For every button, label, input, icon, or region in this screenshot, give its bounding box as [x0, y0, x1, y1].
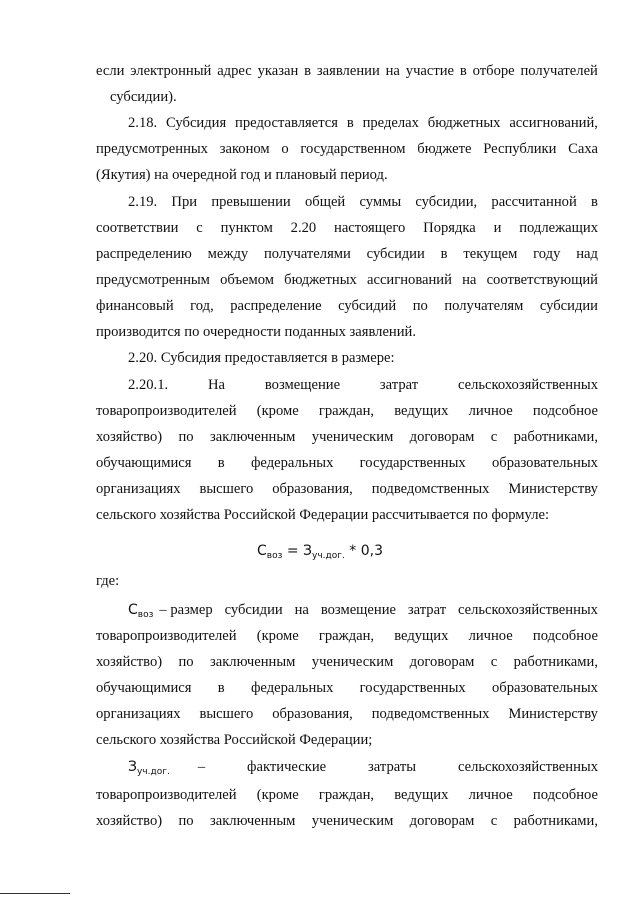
- word: затрат: [407, 602, 447, 618]
- word: государственных: [359, 455, 466, 471]
- word: пределах: [362, 115, 419, 131]
- word: по: [178, 813, 194, 829]
- word: сельскохозяйственных: [457, 602, 598, 618]
- word: по: [412, 298, 428, 314]
- word: подсобное: [532, 628, 598, 644]
- word: субсидии,: [415, 194, 478, 210]
- formula-tail: * 0,3: [344, 543, 383, 559]
- word: Министерству: [508, 706, 598, 722]
- word: 2.18.: [128, 115, 158, 131]
- text-line: [96, 705, 598, 723]
- word: законом: [219, 141, 270, 157]
- text-line: [96, 62, 598, 80]
- word: электронный: [130, 63, 212, 79]
- word: на: [385, 63, 400, 79]
- text-line: [96, 627, 598, 645]
- word: объемом: [220, 272, 274, 288]
- word: о: [281, 141, 289, 157]
- word: сельскохозяйственных: [457, 377, 598, 393]
- word: с: [490, 429, 498, 445]
- word: ведущих: [394, 628, 449, 644]
- word: затрат: [379, 377, 419, 393]
- text-line: [96, 219, 598, 237]
- word: предусмотренных: [96, 141, 208, 157]
- word: отборе: [472, 63, 515, 79]
- word: ассигнований: [366, 272, 452, 288]
- text-line: [96, 402, 598, 420]
- word: финансовый: [96, 298, 174, 314]
- word: пунктом: [220, 220, 273, 236]
- word: году: [533, 246, 561, 262]
- word: в: [440, 246, 448, 262]
- word: работниками,: [513, 654, 598, 670]
- text-line: [96, 297, 598, 315]
- word: бюджетных: [427, 115, 501, 131]
- word: указан: [257, 63, 299, 79]
- word: получателей: [520, 63, 598, 79]
- word: сельскохозяйственных: [457, 759, 598, 775]
- word: государственном: [300, 141, 406, 157]
- word: Порядка: [423, 220, 476, 236]
- word: ведущих: [394, 787, 449, 803]
- paragraph-2-18-line: [128, 114, 598, 132]
- word: заключенным: [209, 654, 296, 670]
- word: личное: [468, 787, 513, 803]
- word: договорам: [409, 654, 475, 670]
- paragraph-2-20-1-line: [128, 376, 598, 394]
- formula-lhs-subscript: воз: [266, 551, 283, 561]
- word: в: [346, 115, 354, 131]
- word: работниками,: [513, 813, 598, 829]
- word: Министерству: [508, 481, 598, 497]
- word: подсобное: [532, 787, 598, 803]
- word: затраты: [368, 759, 417, 775]
- definition-z-line: [128, 758, 598, 781]
- word: фактические: [247, 759, 327, 775]
- text-line: [96, 271, 598, 289]
- word: высшего: [199, 481, 254, 497]
- word: в: [304, 63, 312, 79]
- word: договорам: [409, 429, 475, 445]
- word: возмещение: [320, 602, 396, 618]
- word: товаропроизводителей: [96, 628, 237, 644]
- word: граждан,: [318, 787, 375, 803]
- word: 2.20.1.: [128, 377, 169, 393]
- word: образования,: [272, 481, 353, 497]
- word: государственных: [359, 680, 466, 696]
- text-line: [96, 812, 598, 830]
- word: образования,: [272, 706, 353, 722]
- word: При: [171, 194, 198, 210]
- word: соответствующий: [486, 272, 598, 288]
- word: личное: [468, 403, 513, 419]
- word: с: [490, 654, 498, 670]
- definition-symbol: $С_{воз}$: [128, 602, 154, 620]
- word: и: [493, 220, 502, 236]
- word: Саха: [568, 141, 598, 157]
- word: по: [178, 429, 194, 445]
- word: ученическим: [311, 429, 394, 445]
- word: – размер: [159, 602, 213, 618]
- paragraph-2-20-line: 2.20. Субсидия предоставляется в размере:: [128, 350, 395, 366]
- formula-equals: = З: [282, 543, 312, 559]
- word: получателями: [264, 246, 351, 262]
- word: организациях: [96, 481, 181, 497]
- word: заявлении: [316, 63, 380, 79]
- word: товаропроизводителей: [96, 403, 237, 419]
- text-line: [96, 428, 598, 446]
- word: подсобное: [532, 403, 598, 419]
- word: в: [217, 455, 225, 471]
- word: предоставляется: [235, 115, 338, 131]
- paragraph-2-19-line: [128, 193, 598, 211]
- word: ученическим: [311, 654, 394, 670]
- text-line: [96, 140, 598, 158]
- word: рассчитанной: [491, 194, 577, 210]
- word: (кроме: [256, 628, 299, 644]
- word: подлежащих: [519, 220, 598, 236]
- word: бюджетных: [284, 272, 357, 288]
- word: образовательных: [491, 455, 598, 471]
- text-line: [96, 653, 598, 671]
- formula-rhs-subscript: уч.дог.: [312, 551, 345, 561]
- word: текущем: [463, 246, 518, 262]
- word: образовательных: [491, 680, 598, 696]
- word: с: [196, 220, 203, 236]
- text-line: [96, 245, 598, 263]
- word: ведущих: [394, 403, 449, 419]
- word: хозяйство): [96, 654, 163, 670]
- word: договорам: [409, 813, 475, 829]
- word: субсидии: [366, 246, 425, 262]
- word: над: [576, 246, 598, 262]
- definition-text: [159, 601, 598, 619]
- word: организациях: [96, 706, 181, 722]
- text-line: [96, 454, 598, 472]
- text-line: сельского хозяйства Российской Федерации рассчитывается по формуле:: [96, 507, 550, 523]
- word: суммы: [359, 194, 402, 210]
- word: (кроме: [256, 403, 299, 419]
- word: общей: [304, 194, 346, 210]
- word: на: [462, 272, 477, 288]
- word: адрес: [217, 63, 252, 79]
- word: работниками,: [513, 429, 598, 445]
- word: личное: [468, 628, 513, 644]
- word: –: [197, 759, 206, 775]
- word: Субсидия: [166, 115, 227, 131]
- text-line: сельского хозяйства Российской Федерации;: [96, 732, 373, 748]
- word: хозяйство): [96, 813, 163, 829]
- text-line: [96, 786, 598, 804]
- word: ученическим: [311, 813, 394, 829]
- word: ассигнований,: [509, 115, 598, 131]
- formula-lhs: С: [257, 543, 267, 559]
- word: субсидии: [539, 298, 598, 314]
- word: на: [294, 602, 309, 618]
- word: возмещение: [264, 377, 341, 393]
- word: с: [490, 813, 498, 829]
- word: федеральных: [250, 680, 334, 696]
- word: год,: [190, 298, 214, 314]
- word: 2.19.: [128, 194, 158, 210]
- word: Республики: [483, 141, 557, 157]
- formula: [0, 543, 640, 561]
- word: распределение: [230, 298, 322, 314]
- text-line: [96, 480, 598, 498]
- word: подведомственных: [371, 706, 490, 722]
- word: заключенным: [209, 813, 296, 829]
- word: граждан,: [318, 403, 375, 419]
- footer-rule: [0, 893, 70, 894]
- word: федеральных: [250, 455, 334, 471]
- word: настоящего: [334, 220, 406, 236]
- word: граждан,: [318, 628, 375, 644]
- word: подведомственных: [371, 481, 490, 497]
- word: получателям: [444, 298, 524, 314]
- word: (кроме: [256, 787, 299, 803]
- text-line: субсидии).: [110, 89, 177, 105]
- word: в: [217, 680, 225, 696]
- word: заключенным: [209, 429, 296, 445]
- word: хозяйство): [96, 429, 163, 445]
- definition-text: [198, 758, 598, 776]
- word: товаропроизводителей: [96, 787, 237, 803]
- word: соответствии: [96, 220, 179, 236]
- text-line: (Якутия) на очередной год и плановый период.: [96, 167, 388, 183]
- word: участие: [405, 63, 455, 79]
- word: превышении: [211, 194, 291, 210]
- word: если: [96, 63, 125, 79]
- text-line: производится по очередности поданных заявлений.: [96, 324, 417, 340]
- word: в: [591, 194, 598, 210]
- word: по: [178, 654, 194, 670]
- word: распределению: [96, 246, 192, 262]
- where-label: где:: [96, 573, 120, 589]
- word: субсидии: [224, 602, 283, 618]
- word: бюджете: [417, 141, 472, 157]
- word: 2.20: [290, 220, 317, 236]
- word: между: [207, 246, 249, 262]
- text-line: [96, 679, 598, 697]
- word: обучающимися: [96, 680, 192, 696]
- word: в: [459, 63, 467, 79]
- word: На: [208, 377, 226, 393]
- definition-symbol: $З_{уч.дог.}$: [128, 759, 170, 777]
- word: субсидий: [338, 298, 397, 314]
- word: высшего: [199, 706, 254, 722]
- definition-c-voz-line: [128, 601, 598, 624]
- word: предусмотренным: [96, 272, 210, 288]
- word: обучающимися: [96, 455, 192, 471]
